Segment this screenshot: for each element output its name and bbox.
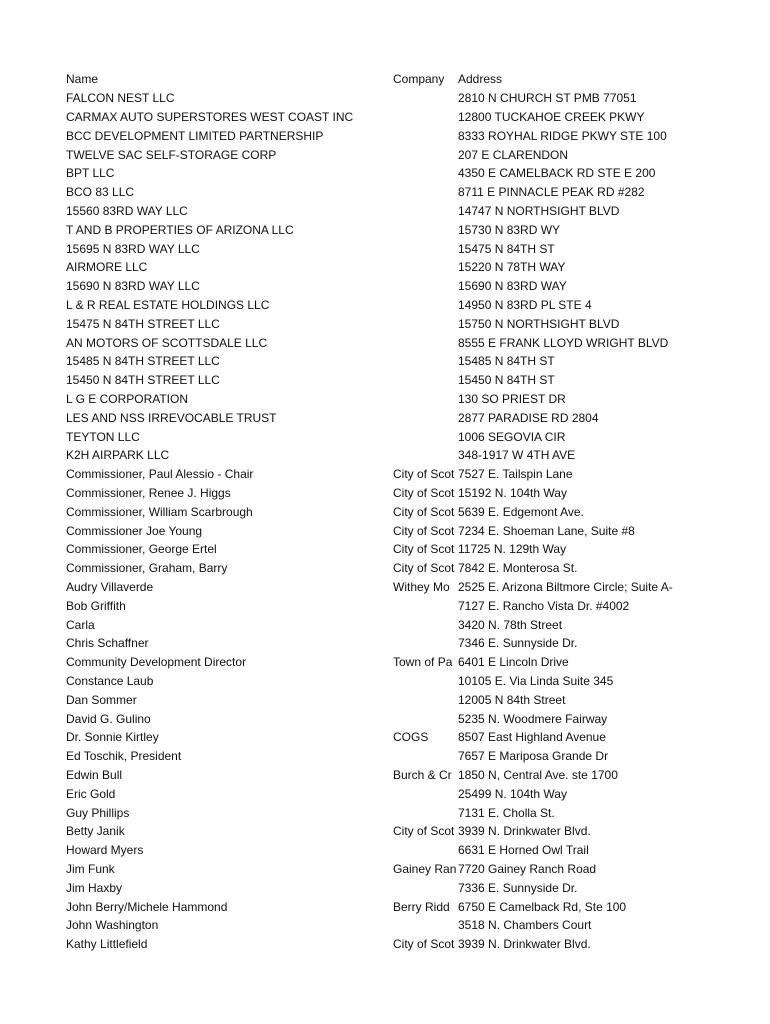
header-name: Name xyxy=(66,72,99,86)
cell-name: Commissioner, Graham, Barry xyxy=(66,561,228,576)
table-row xyxy=(0,465,770,484)
cell-name: BPT LLC xyxy=(66,166,115,181)
cell-name: K2H AIRPARK LLC xyxy=(66,448,170,463)
cell-name: AIRMORE LLC xyxy=(66,260,148,275)
table-row xyxy=(0,258,770,277)
table-row xyxy=(0,390,770,409)
cell-company: Town of Pa xyxy=(393,655,453,670)
table-row xyxy=(0,503,770,522)
table-row xyxy=(0,616,770,635)
cell-company: City of Scot xyxy=(393,523,455,538)
cell-address: 130 SO PRIEST DR xyxy=(458,392,566,406)
cell-name: John Washington xyxy=(66,918,159,933)
cell-company: City of Scot xyxy=(393,467,455,482)
cell-name: FALCON NEST LLC xyxy=(66,91,175,106)
cell-name: 15450 N 84TH STREET LLC xyxy=(66,373,220,388)
cell-address: 7346 E. Sunnyside Dr. xyxy=(458,636,578,651)
cell-name: Commissioner, Paul Alessio - Chair xyxy=(66,467,254,482)
cell-company: City of Scot xyxy=(393,937,455,952)
table-row xyxy=(0,315,770,334)
cell-address: 14747 N NORTHSIGHT BLVD xyxy=(458,204,620,218)
cell-address: 15750 N NORTHSIGHT BLVD xyxy=(458,316,620,331)
cell-name: CARMAX AUTO SUPERSTORES WEST COAST INC xyxy=(66,110,354,124)
table-row xyxy=(0,916,770,935)
table-row xyxy=(0,841,770,860)
cell-name: Dan Sommer xyxy=(66,692,137,707)
cell-name: 15695 N 83RD WAY LLC xyxy=(66,241,200,256)
table-row xyxy=(0,804,770,823)
cell-address: 15475 N 84TH ST xyxy=(458,241,555,256)
cell-name: Jim Haxby xyxy=(66,880,123,895)
cell-address: 5639 E. Edgemont Ave. xyxy=(458,504,584,519)
cell-address: 3420 N. 78th Street xyxy=(458,617,563,632)
cell-name: T AND B PROPERTIES OF ARIZONA LLC xyxy=(66,222,294,237)
table-row xyxy=(0,879,770,898)
table-row xyxy=(0,785,770,804)
table-row xyxy=(0,653,770,672)
cell-address: 2525 E. Arizona Biltmore Circle; Suite A- xyxy=(458,580,673,594)
table-row xyxy=(0,822,770,841)
cell-name: Howard Myers xyxy=(66,843,144,858)
cell-name: David G. Gulino xyxy=(66,711,151,726)
cell-name: Carla xyxy=(66,617,95,632)
cell-address: 3939 N. Drinkwater Blvd. xyxy=(458,937,591,952)
table-row xyxy=(0,710,770,729)
cell-name: Betty Janik xyxy=(66,824,125,839)
cell-address: 7131 E. Cholla St. xyxy=(458,805,555,820)
cell-address: 15730 N 83RD WY xyxy=(458,222,561,237)
cell-address: 10105 E. Via Linda Suite 345 xyxy=(458,674,614,688)
cell-name: Kathy Littlefield xyxy=(66,937,148,952)
table-row xyxy=(0,597,770,616)
table-row xyxy=(0,334,770,353)
table-row xyxy=(0,747,770,766)
cell-address: 7657 E Mariposa Grande Dr xyxy=(458,749,609,764)
cell-name: John Berry/Michele Hammond xyxy=(66,899,228,914)
table-row xyxy=(0,522,770,541)
cell-address: 15192 N. 104th Way xyxy=(458,486,567,500)
cell-address: 7336 E. Sunnyside Dr. xyxy=(458,880,578,895)
table-row xyxy=(0,240,770,259)
table-row xyxy=(0,296,770,315)
cell-address: 348-1917 W 4TH AVE xyxy=(458,448,576,463)
table-row xyxy=(0,578,770,597)
cell-name: Audry Villaverde xyxy=(66,580,154,594)
cell-company: City of Scot xyxy=(393,542,455,557)
cell-name: L G E CORPORATION xyxy=(66,392,189,406)
table-row xyxy=(0,428,770,447)
cell-company: Gainey Ran xyxy=(393,862,457,876)
cell-address: 2877 PARADISE RD 2804 xyxy=(458,410,599,425)
table-row xyxy=(0,728,770,747)
table-row xyxy=(0,766,770,785)
cell-name: BCO 83 LLC xyxy=(66,185,135,200)
cell-name: Community Development Director xyxy=(66,655,247,670)
cell-address: 8711 E PINNACLE PEAK RD #282 xyxy=(458,185,645,200)
table-row xyxy=(0,352,770,371)
cell-company: COGS xyxy=(393,730,429,745)
table-row xyxy=(0,164,770,183)
table-row xyxy=(0,277,770,296)
cell-company: City of Scot xyxy=(393,561,455,576)
cell-address: 8555 E FRANK LLOYD WRIGHT BLVD xyxy=(458,335,669,350)
table-row xyxy=(0,935,770,954)
table-row xyxy=(0,634,770,653)
cell-name: 15475 N 84TH STREET LLC xyxy=(66,316,220,331)
cell-address: 5235 N. Woodmere Fairway xyxy=(458,711,608,726)
table-row xyxy=(0,409,770,428)
table-row xyxy=(0,183,770,202)
cell-name: BCC DEVELOPMENT LIMITED PARTNERSHIP xyxy=(66,128,324,143)
cell-address: 7842 E. Monterosa St. xyxy=(458,561,578,576)
cell-address: 2810 N CHURCH ST PMB 77051 xyxy=(458,91,637,106)
cell-address: 7234 E. Shoeman Lane, Suite #8 xyxy=(458,523,635,538)
cell-address: 6631 E Horned Owl Trail xyxy=(458,843,589,858)
cell-name: Guy Phillips xyxy=(66,805,130,820)
cell-address: 12005 N 84th Street xyxy=(458,692,566,707)
cell-address: 8333 ROYHAL RIDGE PKWY STE 100 xyxy=(458,128,667,143)
cell-name: Chris Schaffner xyxy=(66,636,149,651)
header-company: Company xyxy=(393,72,445,86)
cell-name: L & R REAL ESTATE HOLDINGS LLC xyxy=(66,298,270,312)
cell-address: 11725 N. 129th Way xyxy=(458,542,567,557)
cell-company: Withey Mo xyxy=(393,580,450,594)
table-row xyxy=(0,127,770,146)
cell-address: 4350 E CAMELBACK RD STE E 200 xyxy=(458,166,656,181)
cell-address: 12800 TUCKAHOE CREEK PKWY xyxy=(458,110,645,124)
cell-name: Commissioner, Renee J. Higgs xyxy=(66,486,231,500)
cell-address: 3518 N. Chambers Court xyxy=(458,918,592,933)
cell-name: 15485 N 84TH STREET LLC xyxy=(66,354,220,369)
cell-name: Commissioner, William Scarbrough xyxy=(66,504,253,519)
cell-name: TWELVE SAC SELF-STORAGE CORP xyxy=(66,147,277,162)
cell-address: 15220 N 78TH WAY xyxy=(458,260,566,275)
cell-address: 7127 E. Rancho Vista Dr. #4002 xyxy=(458,598,630,613)
cell-name: Commissioner, George Ertel xyxy=(66,542,217,557)
cell-name: Constance Laub xyxy=(66,674,154,688)
table-row xyxy=(0,860,770,879)
cell-address: 15450 N 84TH ST xyxy=(458,373,555,388)
cell-address: 3939 N. Drinkwater Blvd. xyxy=(458,824,591,839)
cell-address: 7527 E. Tailspin Lane xyxy=(458,467,573,482)
cell-name: LES AND NSS IRREVOCABLE TRUST xyxy=(66,410,277,425)
cell-name: AN MOTORS OF SCOTTSDALE LLC xyxy=(66,335,268,350)
cell-name: Bob Griffith xyxy=(66,598,126,613)
cell-name: Eric Gold xyxy=(66,786,116,801)
cell-company: City of Scot xyxy=(393,824,455,839)
table-row xyxy=(0,108,770,127)
cell-company: Berry Ridd xyxy=(393,899,450,914)
cell-company: Burch & Cr xyxy=(393,768,452,782)
cell-address: 8507 East Highland Avenue xyxy=(458,730,606,745)
table-row xyxy=(0,898,770,917)
cell-address: 1850 N, Central Ave. ste 1700 xyxy=(458,768,618,782)
table-row xyxy=(0,202,770,221)
header-row xyxy=(0,70,770,89)
cell-address: 15690 N 83RD WAY xyxy=(458,279,567,294)
cell-address: 25499 N. 104th Way xyxy=(458,786,567,801)
table-row xyxy=(0,221,770,240)
table-row xyxy=(0,672,770,691)
cell-name: Dr. Sonnie Kirtley xyxy=(66,730,159,745)
table-row xyxy=(0,89,770,108)
cell-name: Jim Funk xyxy=(66,862,115,876)
cell-name: 15560 83RD WAY LLC xyxy=(66,204,188,218)
cell-name: Edwin Bull xyxy=(66,768,123,782)
cell-name: 15690 N 83RD WAY LLC xyxy=(66,279,200,294)
cell-address: 6750 E Camelback Rd, Ste 100 xyxy=(458,899,627,914)
table-row xyxy=(0,691,770,710)
table-row xyxy=(0,540,770,559)
cell-address: 7720 Gainey Ranch Road xyxy=(458,862,597,876)
cell-name: TEYTON LLC xyxy=(66,429,140,444)
table-row xyxy=(0,371,770,390)
cell-company: City of Scot xyxy=(393,504,455,519)
cell-address: 207 E CLARENDON xyxy=(458,147,569,162)
table-row xyxy=(0,146,770,165)
cell-address: 6401 E Lincoln Drive xyxy=(458,655,569,670)
cell-name: Commissioner Joe Young xyxy=(66,523,203,538)
cell-address: 15485 N 84TH ST xyxy=(458,354,555,369)
table-row xyxy=(0,484,770,503)
cell-address: 1006 SEGOVIA CIR xyxy=(458,429,566,444)
table-row xyxy=(0,559,770,578)
cell-company: City of Scot xyxy=(393,486,455,500)
cell-name: Ed Toschik, President xyxy=(66,749,182,764)
header-address: Address xyxy=(458,72,503,86)
cell-address: 14950 N 83RD PL STE 4 xyxy=(458,298,592,312)
table-row xyxy=(0,446,770,465)
